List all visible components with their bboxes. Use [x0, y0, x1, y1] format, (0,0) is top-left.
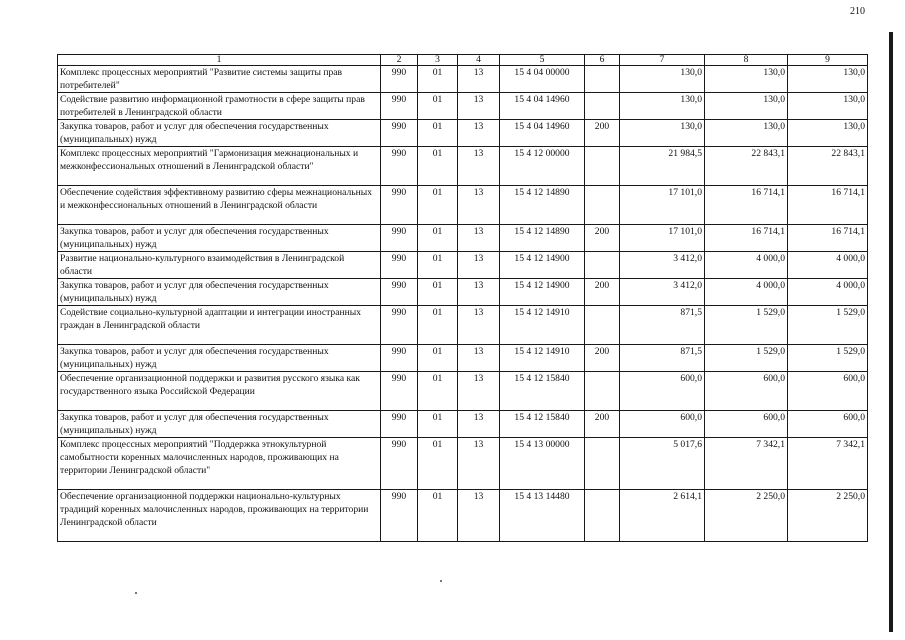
- value-cell: 13: [458, 120, 500, 147]
- value-cell: 990: [381, 225, 418, 252]
- value-cell: 01: [418, 252, 458, 279]
- row-name-cell: Содействие социально-культурной адаптации и интеграции иностранных граждан в Ленинградской области: [58, 306, 381, 345]
- table-header-row: [58, 55, 868, 66]
- value-cell: 16 714,1: [705, 225, 788, 252]
- value-cell: 200: [585, 120, 620, 147]
- value-cell: 01: [418, 490, 458, 542]
- value-cell: 01: [418, 66, 458, 93]
- column-header: 1: [58, 55, 381, 66]
- value-cell: 15 4 13 00000: [500, 438, 585, 490]
- value-cell: 1 529,0: [788, 345, 868, 372]
- value-cell: [585, 66, 620, 93]
- value-cell: 7 342,1: [788, 438, 868, 490]
- value-cell: 200: [585, 411, 620, 438]
- value-cell: 130,0: [620, 93, 705, 120]
- value-cell: [585, 490, 620, 542]
- value-cell: 2 250,0: [705, 490, 788, 542]
- value-cell: [585, 252, 620, 279]
- value-cell: 130,0: [705, 120, 788, 147]
- value-cell: 200: [585, 279, 620, 306]
- value-cell: 990: [381, 345, 418, 372]
- column-header: 4: [458, 55, 500, 66]
- value-cell: 01: [418, 186, 458, 225]
- table-row: [58, 93, 868, 120]
- value-cell: 990: [381, 252, 418, 279]
- value-cell: 15 4 12 15840: [500, 411, 585, 438]
- value-cell: 13: [458, 66, 500, 93]
- value-cell: 990: [381, 147, 418, 186]
- value-cell: 13: [458, 490, 500, 542]
- value-cell: 200: [585, 225, 620, 252]
- row-name-cell: Содействие развитию информационной грамотности в сфере защиты прав потребителей в Ленинградской области: [58, 93, 381, 120]
- value-cell: 1 529,0: [705, 345, 788, 372]
- value-cell: 15 4 04 00000: [500, 66, 585, 93]
- value-cell: [585, 306, 620, 345]
- value-cell: [585, 186, 620, 225]
- value-cell: 15 4 04 14960: [500, 93, 585, 120]
- budget-table: [57, 54, 868, 542]
- value-cell: 3 412,0: [620, 279, 705, 306]
- table-row: [58, 120, 868, 147]
- value-cell: 15 4 12 15840: [500, 372, 585, 411]
- column-header: 9: [788, 55, 868, 66]
- value-cell: 2 250,0: [788, 490, 868, 542]
- value-cell: 01: [418, 411, 458, 438]
- value-cell: 01: [418, 147, 458, 186]
- table-row: [58, 186, 868, 225]
- row-name-cell: Обеспечение организационной поддержки и развития русского языка как государственного языка Российской Федерации: [58, 372, 381, 411]
- value-cell: 990: [381, 66, 418, 93]
- row-name-cell: Комплекс процессных мероприятий "Поддержка этнокультурной самобытности коренных малочисленных народов, проживающих на территории Ленинградской области": [58, 438, 381, 490]
- value-cell: 15 4 12 14890: [500, 225, 585, 252]
- row-name-cell: Закупка товаров, работ и услуг для обеспечения государственных (муниципальных) нужд: [58, 411, 381, 438]
- row-name-cell: Закупка товаров, работ и услуг для обеспечения государственных (муниципальных) нужд: [58, 120, 381, 147]
- row-name-cell: Комплекс процессных мероприятий "Развитие системы защиты прав потребителей": [58, 66, 381, 93]
- value-cell: 4 000,0: [788, 252, 868, 279]
- value-cell: 13: [458, 279, 500, 306]
- scan-speck: [135, 592, 137, 594]
- value-cell: 22 843,1: [788, 147, 868, 186]
- row-name-cell: Закупка товаров, работ и услуг для обеспечения государственных (муниципальных) нужд: [58, 345, 381, 372]
- value-cell: 16 714,1: [705, 186, 788, 225]
- value-cell: 4 000,0: [788, 279, 868, 306]
- value-cell: 13: [458, 225, 500, 252]
- value-cell: 15 4 12 14900: [500, 252, 585, 279]
- value-cell: 4 000,0: [705, 279, 788, 306]
- value-cell: 990: [381, 490, 418, 542]
- value-cell: 21 984,5: [620, 147, 705, 186]
- value-cell: 01: [418, 93, 458, 120]
- value-cell: 3 412,0: [620, 252, 705, 279]
- column-header: 3: [418, 55, 458, 66]
- value-cell: 130,0: [788, 66, 868, 93]
- value-cell: 1 529,0: [788, 306, 868, 345]
- value-cell: 130,0: [788, 120, 868, 147]
- value-cell: 15 4 04 14960: [500, 120, 585, 147]
- value-cell: 130,0: [620, 120, 705, 147]
- value-cell: 990: [381, 438, 418, 490]
- column-header: 2: [381, 55, 418, 66]
- value-cell: 13: [458, 438, 500, 490]
- value-cell: 990: [381, 120, 418, 147]
- table-row: [58, 490, 868, 542]
- value-cell: [585, 93, 620, 120]
- table-row: [58, 147, 868, 186]
- value-cell: 01: [418, 279, 458, 306]
- table-row: [58, 66, 868, 93]
- column-header: 7: [620, 55, 705, 66]
- value-cell: 01: [418, 345, 458, 372]
- column-header: 5: [500, 55, 585, 66]
- table-row: [58, 252, 868, 279]
- value-cell: 01: [418, 225, 458, 252]
- table-row: [58, 306, 868, 345]
- page-number: 210: [850, 6, 865, 17]
- value-cell: [585, 147, 620, 186]
- value-cell: 990: [381, 186, 418, 225]
- value-cell: 600,0: [620, 411, 705, 438]
- value-cell: 15 4 13 14480: [500, 490, 585, 542]
- value-cell: 130,0: [705, 66, 788, 93]
- column-header: 6: [585, 55, 620, 66]
- value-cell: 990: [381, 279, 418, 306]
- table-row: [58, 225, 868, 252]
- value-cell: 15 4 12 14900: [500, 279, 585, 306]
- value-cell: 22 843,1: [705, 147, 788, 186]
- value-cell: 01: [418, 372, 458, 411]
- value-cell: 990: [381, 93, 418, 120]
- table-row: [58, 411, 868, 438]
- value-cell: [585, 438, 620, 490]
- row-name-cell: Обеспечение содействия эффективному развитию сферы межнациональных и межконфессиональных отношений в Ленинградской области: [58, 186, 381, 225]
- value-cell: 130,0: [620, 66, 705, 93]
- value-cell: 13: [458, 93, 500, 120]
- value-cell: 600,0: [788, 372, 868, 411]
- value-cell: 200: [585, 345, 620, 372]
- scan-edge-bar: [889, 32, 893, 632]
- value-cell: 01: [418, 120, 458, 147]
- value-cell: 13: [458, 411, 500, 438]
- table-row: [58, 345, 868, 372]
- value-cell: 13: [458, 252, 500, 279]
- value-cell: 16 714,1: [788, 225, 868, 252]
- scan-speck: [440, 580, 442, 582]
- value-cell: 600,0: [788, 411, 868, 438]
- value-cell: 130,0: [705, 93, 788, 120]
- table-row: [58, 279, 868, 306]
- value-cell: 130,0: [788, 93, 868, 120]
- value-cell: 15 4 12 14910: [500, 345, 585, 372]
- column-header: 8: [705, 55, 788, 66]
- value-cell: 600,0: [705, 411, 788, 438]
- value-cell: 13: [458, 345, 500, 372]
- value-cell: 15 4 12 00000: [500, 147, 585, 186]
- value-cell: 15 4 12 14890: [500, 186, 585, 225]
- row-name-cell: Обеспечение организационной поддержки национально-культурных традиций коренных малочисленных народов, проживающих на территории Ленинградской области: [58, 490, 381, 542]
- value-cell: 990: [381, 306, 418, 345]
- value-cell: 2 614,1: [620, 490, 705, 542]
- table-row: [58, 372, 868, 411]
- row-name-cell: Развитие национально-культурного взаимодействия в Ленинградской области: [58, 252, 381, 279]
- value-cell: 7 342,1: [705, 438, 788, 490]
- value-cell: 1 529,0: [705, 306, 788, 345]
- value-cell: [585, 372, 620, 411]
- row-name-cell: Закупка товаров, работ и услуг для обеспечения государственных (муниципальных) нужд: [58, 225, 381, 252]
- value-cell: 01: [418, 306, 458, 345]
- value-cell: 600,0: [620, 372, 705, 411]
- value-cell: 871,5: [620, 345, 705, 372]
- value-cell: 15 4 12 14910: [500, 306, 585, 345]
- value-cell: 16 714,1: [788, 186, 868, 225]
- value-cell: 990: [381, 411, 418, 438]
- value-cell: 13: [458, 186, 500, 225]
- row-name-cell: Комплекс процессных мероприятий "Гармонизация межнациональных и межконфессиональных отношений в Ленинградской области": [58, 147, 381, 186]
- value-cell: 17 101,0: [620, 186, 705, 225]
- value-cell: 5 017,6: [620, 438, 705, 490]
- value-cell: 01: [418, 438, 458, 490]
- value-cell: 13: [458, 147, 500, 186]
- value-cell: 990: [381, 372, 418, 411]
- table-row: [58, 438, 868, 490]
- value-cell: 871,5: [620, 306, 705, 345]
- value-cell: 600,0: [705, 372, 788, 411]
- value-cell: 17 101,0: [620, 225, 705, 252]
- value-cell: 4 000,0: [705, 252, 788, 279]
- row-name-cell: Закупка товаров, работ и услуг для обеспечения государственных (муниципальных) нужд: [58, 279, 381, 306]
- value-cell: 13: [458, 306, 500, 345]
- value-cell: 13: [458, 372, 500, 411]
